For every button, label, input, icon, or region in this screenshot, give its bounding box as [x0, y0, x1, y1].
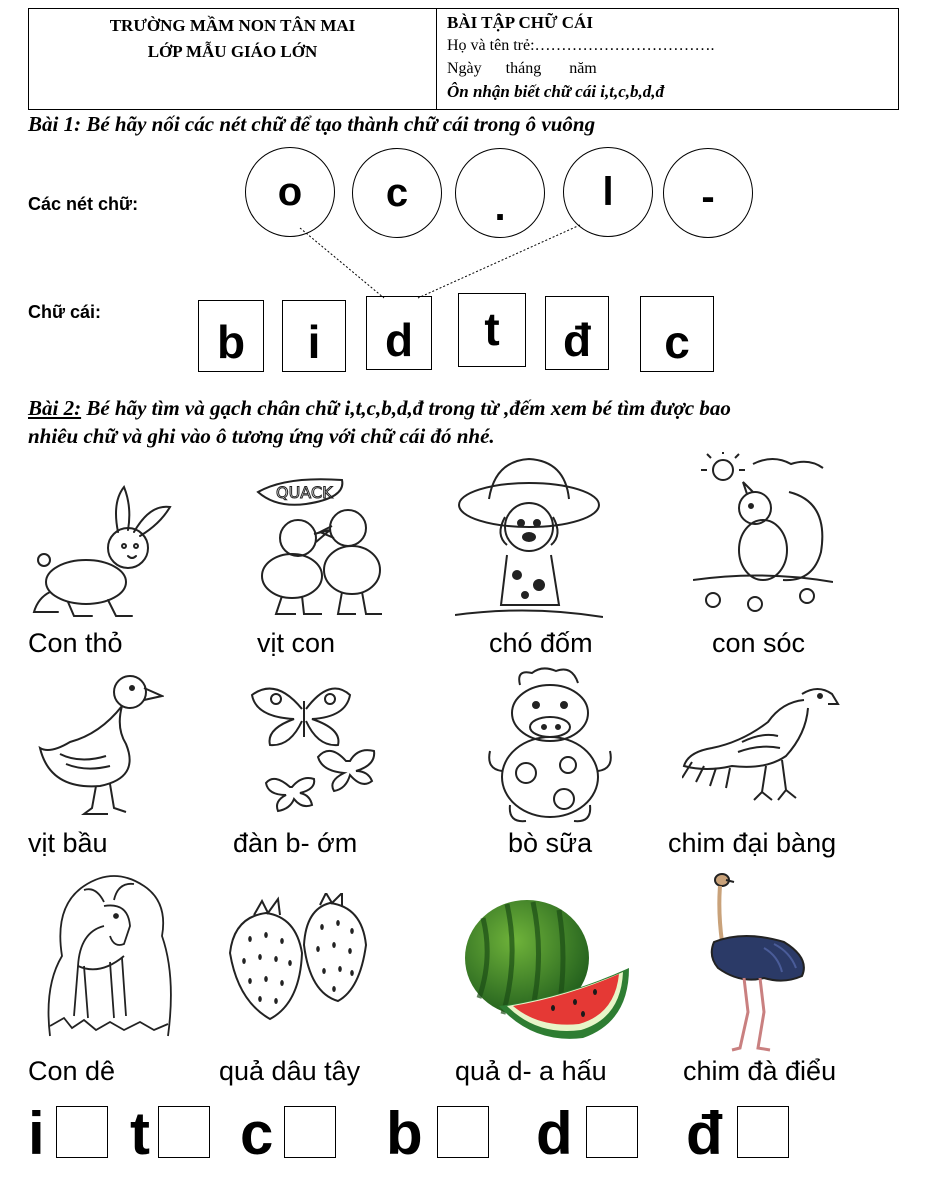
strokes-label: Các nét chữ: — [28, 194, 139, 214]
answer-letter-d: d — [536, 1100, 573, 1167]
stroke-l: l — [602, 169, 614, 214]
caption-8: chim đại bàng — [668, 828, 837, 858]
task2-title — [28, 394, 908, 450]
answer-letter-d-stroke: đ — [686, 1100, 723, 1167]
answer-box-d[interactable] — [586, 1106, 638, 1158]
letter-box-c[interactable] — [640, 296, 714, 372]
caption-6: đàn b- ớm — [233, 828, 358, 858]
dalmatian-icon — [455, 455, 603, 621]
answer-box-t[interactable] — [158, 1106, 210, 1158]
strawberries-icon — [226, 893, 368, 1023]
class-name: LỚP MẪU GIÁO LỚN — [147, 42, 318, 61]
letter-b: b — [216, 316, 246, 368]
task2-title-prefix: Bài 2: — [28, 396, 82, 420]
stroke-dot: . — [494, 184, 506, 229]
letter-box-t[interactable] — [458, 293, 526, 367]
school-name: TRƯỜNG MẦM NON TÂN MAI — [109, 16, 356, 35]
stroke-circle-o[interactable] — [245, 147, 335, 237]
letter-t: t — [484, 303, 500, 355]
caption-1: Con thỏ — [28, 628, 123, 658]
ostrich-icon — [704, 872, 810, 1052]
squirrel-icon — [693, 452, 833, 616]
letters-label: Chữ cái: — [28, 302, 102, 322]
stroke-o: o — [277, 169, 303, 214]
duck-icon — [30, 668, 164, 820]
stroke-circle-c[interactable] — [352, 148, 442, 238]
eagle-icon — [682, 682, 842, 806]
letter-d-stroke: đ — [562, 314, 592, 366]
connector-o-to-d — [300, 228, 384, 298]
answer-letter-c: c — [240, 1100, 274, 1167]
caption-10: quả dâu tây — [219, 1056, 361, 1086]
worksheet-subtitle: Ôn nhận biết chữ cái i,t,c,b,d,đ — [447, 82, 665, 101]
cow-icon — [486, 665, 614, 825]
stroke-circle-dot[interactable] — [455, 148, 545, 238]
butterflies-icon — [246, 677, 386, 817]
stroke-dash: - — [701, 174, 715, 219]
answer-box-b[interactable] — [437, 1106, 489, 1158]
svg-text:QUACK: QUACK — [276, 483, 333, 502]
stroke-c: c — [385, 170, 409, 215]
caption-4: con sóc — [712, 628, 806, 658]
caption-5: vịt bầu — [28, 828, 108, 858]
letter-box-d-stroke[interactable] — [545, 296, 609, 370]
answer-letter-i: i — [28, 1100, 45, 1167]
letter-box-i[interactable] — [282, 300, 346, 372]
rabbit-icon — [28, 482, 178, 622]
letter-c: c — [664, 316, 690, 368]
answer-box-d-stroke[interactable] — [737, 1106, 789, 1158]
answer-box-c[interactable] — [284, 1106, 336, 1158]
worksheet-title: BÀI TẬP CHỮ CÁI — [447, 13, 593, 32]
task2-title-rest: Bé hãy tìm và gạch chân chữ i,t,c,b,d,đ trong từ ,đếm xem bé tìm được bao — [81, 396, 731, 420]
caption-3: chó đốm — [489, 628, 593, 658]
stroke-circle-dash[interactable] — [663, 148, 753, 238]
letter-box-d[interactable] — [366, 296, 432, 370]
answer-letter-t: t — [130, 1100, 150, 1167]
watermelon-icon — [463, 898, 633, 1044]
caption-9: Con dê — [28, 1056, 116, 1086]
answer-letter-b: b — [386, 1100, 423, 1167]
letter-i: i — [307, 316, 321, 368]
caption-2: vịt con — [257, 628, 336, 658]
caption-11: quả d- a hấu — [455, 1056, 607, 1086]
goat-icon — [44, 866, 176, 1038]
letter-d: d — [384, 314, 414, 366]
ducklings-icon — [246, 476, 386, 622]
stroke-circle-l[interactable] — [563, 147, 653, 237]
name-line: Họ và tên trẻ:……………………………. — [447, 37, 715, 54]
date-line: Ngày tháng năm — [447, 60, 597, 77]
caption-12: chim đà điểu — [683, 1056, 837, 1086]
letter-box-b[interactable] — [198, 300, 264, 372]
task2-title-line2: nhiêu chữ và ghi vào ô tương ứng với chữ cái đó nhé. — [28, 424, 495, 448]
caption-7: bò sữa — [508, 828, 593, 858]
answer-box-i[interactable] — [56, 1106, 108, 1158]
task1-title: Bài 1: Bé hãy nối các nét chữ để tạo thành chữ cái trong ô vuông — [28, 112, 596, 136]
